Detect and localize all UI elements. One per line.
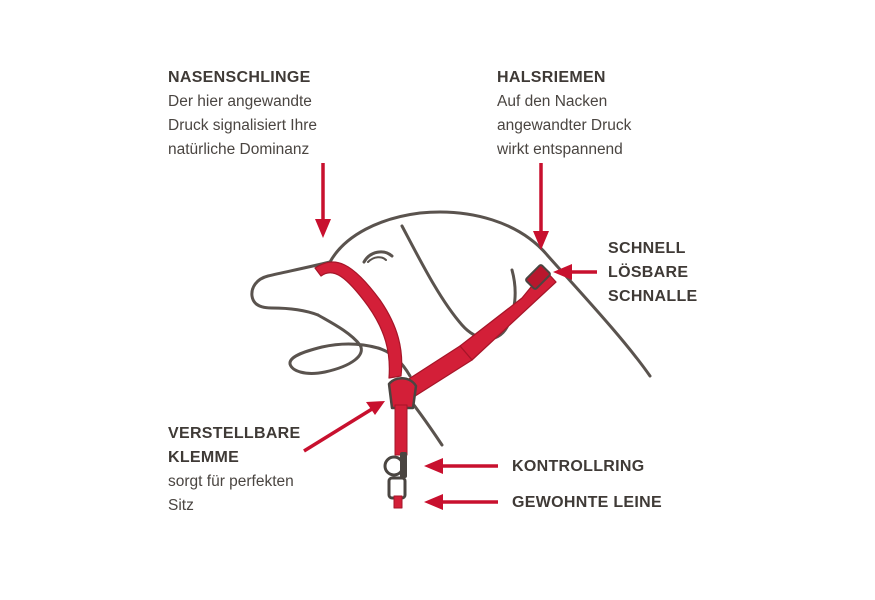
quick-release-buckle-label [608,237,698,309]
neck-strap-arrow [533,163,549,250]
neck-strap-desc-line: wirkt entspannend [497,141,623,158]
nose-loop-desc-line: Der hier angewandte [168,93,312,110]
leash-title: GEWOHNTE LEINE [512,494,662,511]
neck-strap-label [497,66,631,162]
clamp-desc-line: Sitz [168,497,194,514]
nose-loop-title: NASENSCHLINGE [168,69,311,86]
nose-loop-label [168,66,317,162]
control-ring-arrow [424,458,498,474]
buckle-title-line: SCHNELL [608,240,686,257]
nose-loop-desc-line: natürliche Dominanz [168,141,310,158]
nose-loop-desc-line: Druck signalisiert Ihre [168,117,318,134]
clamp-title-line: KLEMME [168,449,240,466]
control-ring-title: KONTROLLRING [512,458,645,475]
buckle-title-line: SCHNALLE [608,288,698,305]
clamp-desc-line: sorgt für perfekten [168,473,294,490]
clamp-arrow [304,401,385,451]
control-ring-label [512,455,644,479]
buckle-title-line: LÖSBARE [608,264,689,281]
leash-arrow [424,494,498,510]
nose-loop-arrow [315,163,331,238]
neck-strap-title: HALSRIEMEN [497,69,606,86]
buckle-arrow [553,264,597,280]
leash-label [512,491,662,515]
dog-head-outline [252,212,650,445]
neck-strap-desc-line: Auf den Nacken [497,93,608,110]
clamp-title-line: VERSTELLBARE [168,425,301,442]
neck-strap-desc-line: angewandter Druck [497,117,632,134]
adjustable-clamp-label [168,422,301,518]
